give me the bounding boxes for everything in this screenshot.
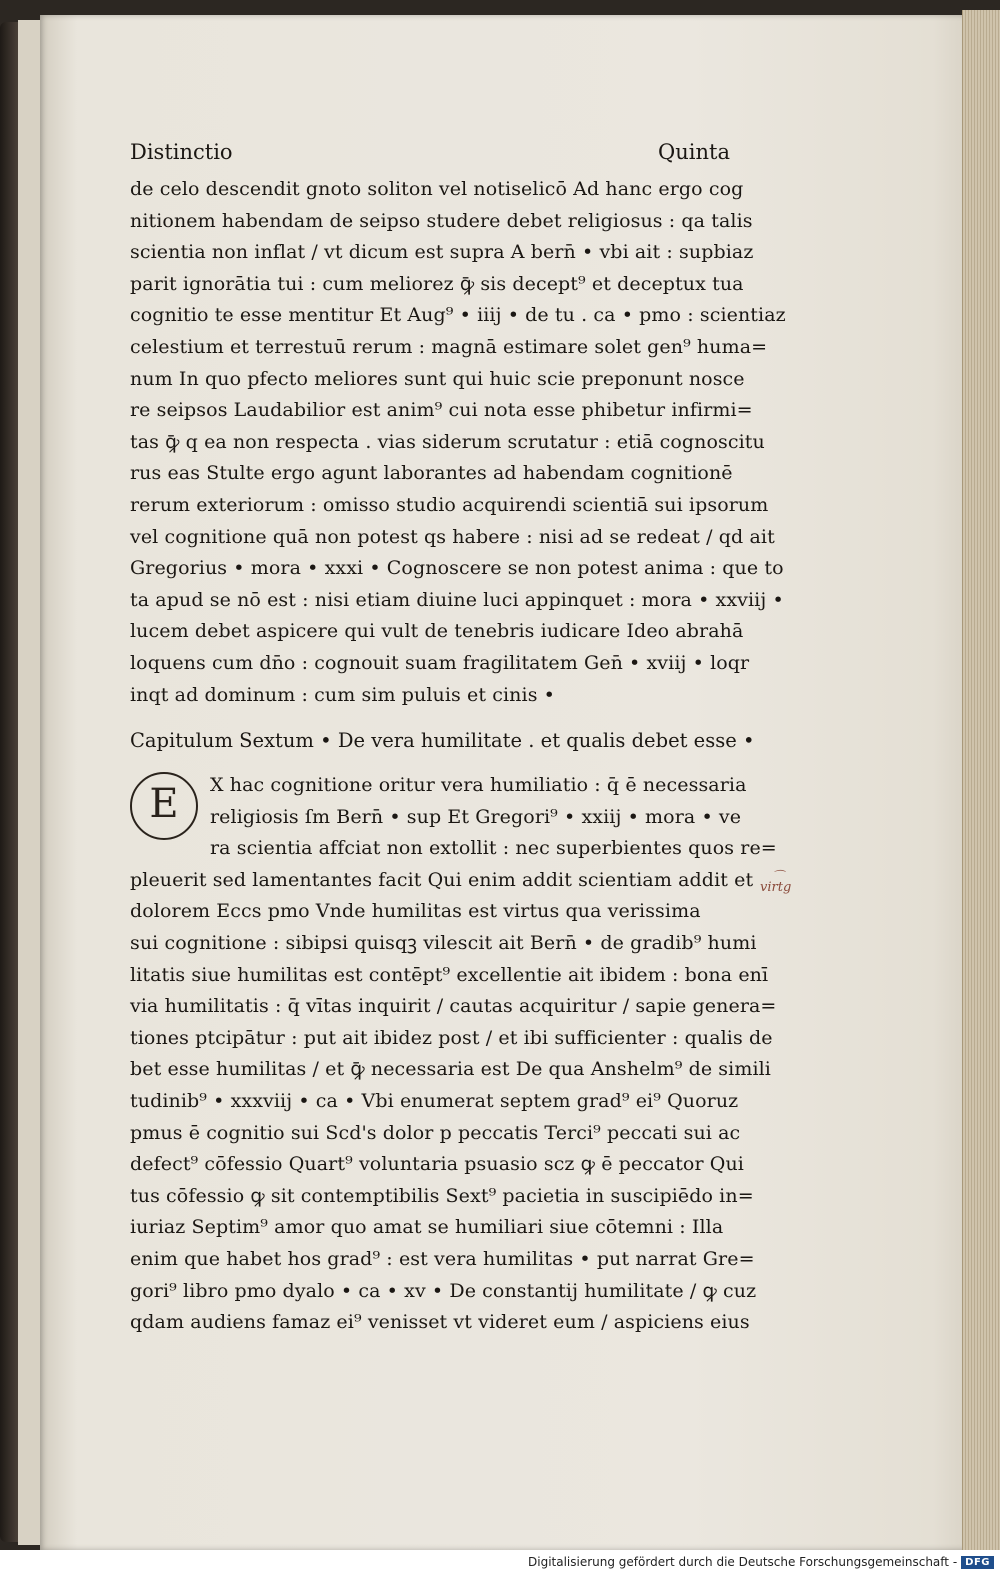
text-line: gori⁹ libro pmo dyalo • ca • xv • De constantij humilitate / ꝙ cuz — [130, 1279, 757, 1302]
text-line: vel cognitione quā non potest qs habere : nisi ad se redeat / qd ait — [130, 525, 775, 548]
text-line: bet esse humilitas / et ꝙ̄ necessaria est De qua Anshelm⁹ de simili — [130, 1058, 771, 1081]
text-line: celestium et terrestuū rerum : magnā estimare solet gen⁹ huma= — [130, 335, 768, 358]
running-header — [130, 140, 730, 174]
chapter-heading: Capitulum Sextum • De vera humilitate . et qualis debet esse • — [130, 729, 755, 753]
text-line: religiosis ſm Bern̄ • sup Et Gregori⁹ • xxiij • mora • ve — [210, 805, 742, 828]
text-line: cognitio te esse mentitur Et Aug⁹ • iiij • de tu . ca • pmo : scientiaz — [130, 304, 786, 327]
marginal-annotation — [760, 869, 792, 895]
text-line: tus cōfessio ꝙ sit contemptibilis Sext⁹ pacietia in suscipiēdo in= — [130, 1184, 754, 1207]
annotation-mark: ⌒ — [772, 869, 785, 883]
text-line: qdam audiens famaz ei⁹ venisset vt videret eum / aspiciens eius — [130, 1311, 750, 1334]
text-line: num In quo pfecto meliores sunt qui huic scie preponunt nosce — [130, 367, 745, 390]
text-line: nitionem habendam de seipso studere debet religiosus : qa talis — [130, 209, 753, 232]
text-line: de celo descendit gnoto soliton vel notiselicō Ad hanc ergo cog — [130, 178, 744, 200]
annotation-text: virtg — [760, 880, 792, 895]
text-line: scientia non inflat / vt dicum est supra A bern̄ • vbi ait : supbiaz — [130, 241, 754, 264]
text-line: defect⁹ cōfessio Quart⁹ voluntaria psuasio scz ꝙ ē peccator Qui — [130, 1153, 744, 1176]
text-line: inqt ad dominum : cum sim puluis et cinis • — [130, 683, 555, 706]
text-line: pmus ē cognitio sui Scd's dolor p peccatis Terci⁹ peccati sui ac — [130, 1121, 741, 1144]
text-line: ta apud se nō est : nisi etiam diuine luci appinquet : mora • xxviij • — [130, 588, 784, 611]
text-line: sui cognitione : sibipsi quisqꝫ vilescit ait Bern̄ • de gradib⁹ humi — [130, 932, 757, 955]
text-line: iuriaz Septim⁹ amor quo amat se humiliari siue cōtemni : Illa — [130, 1216, 724, 1239]
text-line: tiones ptcipātur : put ait ibidez post / et ibi sufficienter : qualis de — [130, 1026, 773, 1049]
text-line: rerum exteriorum : omisso studio acquirendi scientiā sui ipsorum — [130, 493, 769, 516]
text-line: ra scientia affciat non extollit : nec superbientes quos re= — [210, 837, 777, 860]
text-line: rus eas Stulte ergo agunt laborantes ad habendam cognitionē — [130, 462, 733, 485]
header-right: Quinta — [658, 140, 730, 164]
text-line: dolorem Eccs pmo Vnde humilitas est virtus qua verissima — [130, 900, 701, 923]
page-fore-edge — [962, 10, 1000, 1550]
header-left: Distinctio — [130, 140, 233, 164]
text-line: X hac cognitione oritur vera humiliatio : q̄ ē necessaria — [210, 774, 747, 797]
text-line: enim que habet hos grad⁹ : est vera humilitas • put narrat Gre= — [130, 1248, 755, 1270]
text-line: tudinib⁹ • xxxviij • ca • Vbi enumerat septem grad⁹ ei⁹ Quoruz — [130, 1090, 739, 1113]
text-line: lucem debet aspicere qui vult de tenebris iudicare Ideo abrahā — [130, 620, 744, 643]
text-line: pleuerit sed lamentantes facit Qui enim addit scientiam addit et — [130, 868, 754, 891]
decorated-initial: E — [130, 772, 198, 840]
text-line: Gregorius • mora • xxxi • Cognoscere se non potest anima : que to — [130, 557, 784, 580]
text-line: loquens cum dn̄o : cognouit suam fragilitatem Gen̄ • xviij • loqr — [130, 651, 750, 674]
text-line: re seipsos Laudabilior est anim⁹ cui nota esse phibetur infirmi= — [130, 399, 753, 422]
text-line: tas ꝙ̄ q ea non respecta . vias siderum scrutatur : etiā cognoscitu — [130, 430, 765, 453]
text-line: parit ignorātia tui : cum meliorez ꝙ̄ sis decept⁹ et deceptux tua — [130, 272, 744, 295]
paragraph-1 — [130, 174, 786, 711]
text-line: litatis siue humilitas est contēpt⁹ excellentie ait ibidem : bona enī — [130, 963, 769, 986]
dfg-logo: DFG — [961, 1556, 994, 1569]
digitization-footer — [0, 1550, 1000, 1574]
text-line: via humilitatis : q̄ vītas inquirit / cautas acquiritur / sapie genera= — [130, 995, 777, 1018]
footer-text: Digitalisierung gefördert durch die Deutsche Forschungsgemeinschaft - — [528, 1555, 958, 1569]
